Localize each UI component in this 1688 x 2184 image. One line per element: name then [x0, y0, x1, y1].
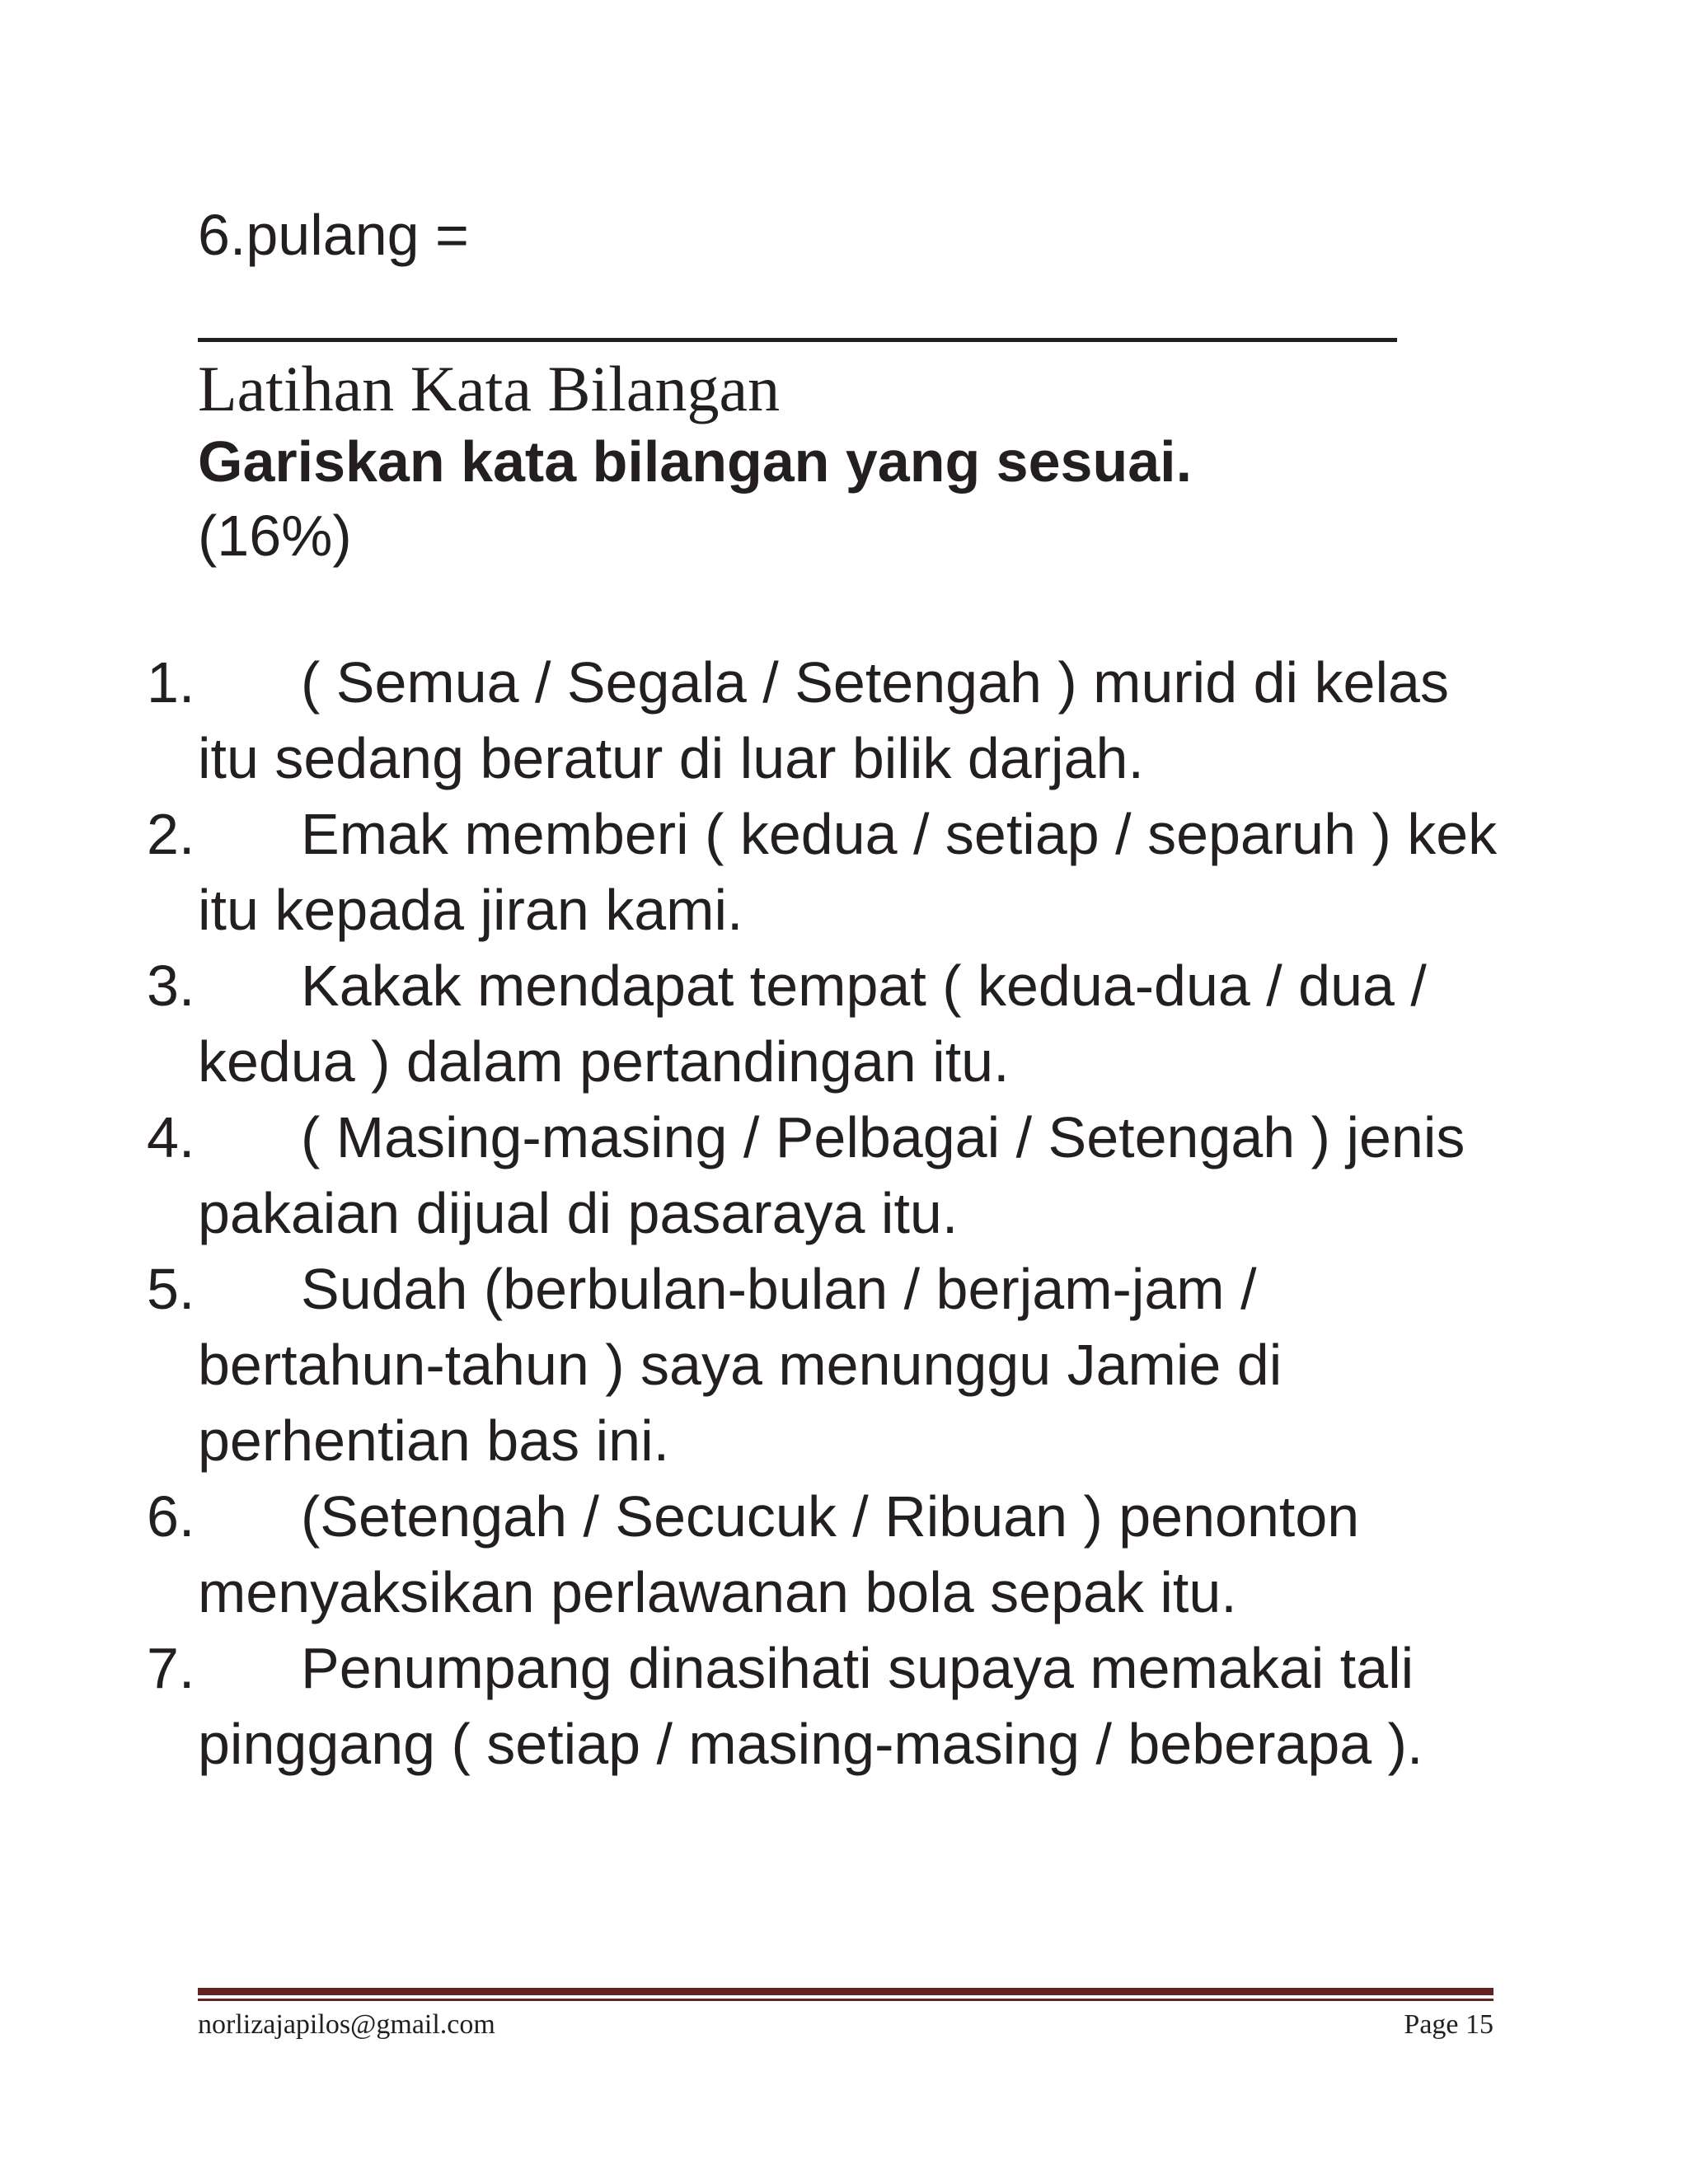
question-text: Penumpang dinasihati supaya memakai tali pinggang ( setiap / masing-masing / beberapa ).	[198, 1636, 1423, 1776]
question-text: Kakak mendapat tempat ( kedua-dua / dua / kedua ) dalam pertandingan itu.	[198, 954, 1427, 1094]
question-list	[147, 644, 1498, 1782]
instruction-weight: (16%)	[198, 504, 352, 568]
footer-rule	[198, 1988, 1493, 1995]
question-item	[147, 1479, 1498, 1630]
previous-question-item: 6.pulang =	[198, 203, 469, 267]
question-text: ( Masing-masing / Pelbagai / Setengah ) jenis pakaian dijual di pasaraya itu.	[198, 1105, 1465, 1245]
question-number: 5.	[147, 1257, 195, 1321]
question-text: ( Semua / Segala / Setengah ) murid di kelas itu sedang beratur di luar bilik darjah.	[198, 650, 1449, 790]
question-text: (Setengah / Secucuk / Ribuan ) penonton menyaksikan perlawanan bola sepak itu.	[198, 1484, 1360, 1624]
question-item	[147, 1251, 1498, 1479]
question-item	[147, 948, 1498, 1099]
question-number: 6.	[147, 1484, 195, 1549]
footer-page-number: Page 15	[1404, 2009, 1493, 2040]
question-item	[147, 796, 1498, 948]
question-number: 2.	[147, 802, 195, 866]
question-text: Sudah (berbulan-bulan / berjam-jam / bertahun-tahun ) saya menunggu Jamie di perhentian bas ini.	[198, 1257, 1282, 1473]
footer-email: norlizajapilos@gmail.com	[198, 2009, 495, 2040]
question-item	[147, 1099, 1498, 1251]
instruction-text	[198, 424, 1352, 573]
question-number: 7.	[147, 1636, 195, 1700]
instruction-bold: Gariskan kata bilangan yang sesuai.	[198, 429, 1193, 494]
question-item	[147, 1630, 1498, 1782]
question-number: 3.	[147, 954, 195, 1018]
footer-rule-thin	[198, 1999, 1493, 2001]
section-title: Latihan Kata Bilangan	[198, 353, 781, 424]
question-item	[147, 644, 1498, 796]
question-text: Emak memberi ( kedua / setiap / separuh ) kek itu kepada jiran kami.	[198, 802, 1498, 942]
question-number: 1.	[147, 650, 195, 715]
question-number: 4.	[147, 1105, 195, 1169]
answer-blank-line	[198, 338, 1397, 342]
